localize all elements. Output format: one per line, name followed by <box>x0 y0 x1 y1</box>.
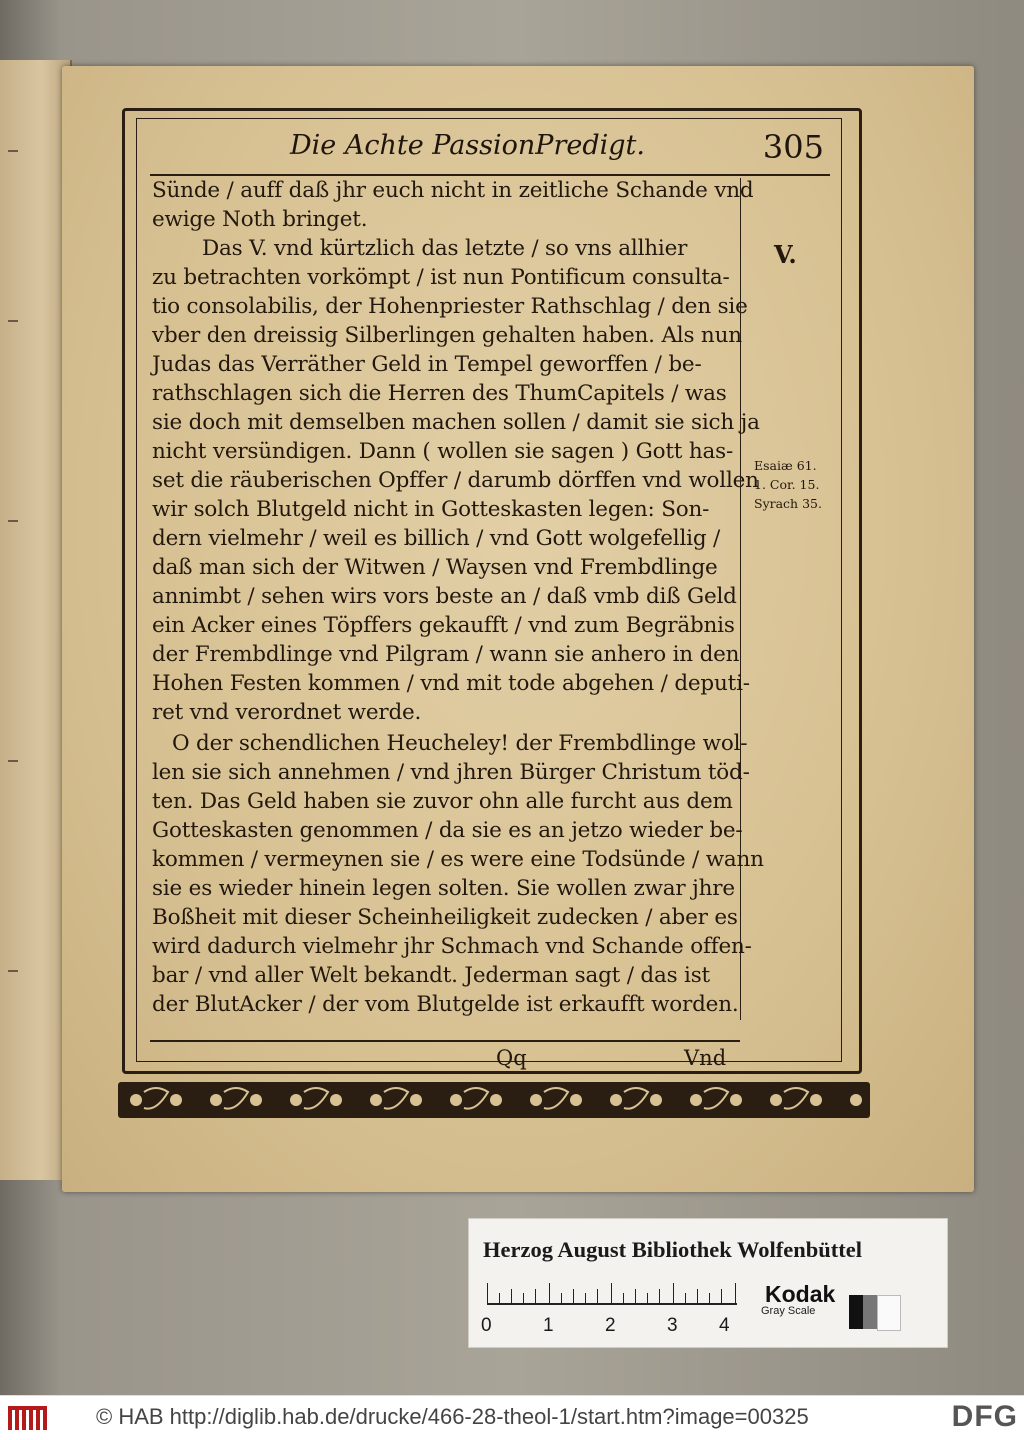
ruler-tick <box>635 1289 636 1303</box>
marginal-reference: Syrach 35. <box>754 496 822 511</box>
ruler-tick <box>561 1293 562 1303</box>
library-color-card <box>468 1218 948 1348</box>
text-line: ewige Noth bringet. <box>152 207 368 232</box>
ruler-tick <box>611 1283 612 1303</box>
ruler-number: 4 <box>719 1315 730 1336</box>
ornamental-border-band <box>118 1082 870 1118</box>
text-line: zu betrachten vorkömpt / ist nun Pontificum consulta- <box>152 265 730 290</box>
text-line: der BlutAcker / der vom Blutgelde ist erkaufft worden. <box>152 992 739 1017</box>
text-line: Das V. vnd kürtzlich das letzte / so vns allhier <box>202 236 688 261</box>
marginal-references <box>754 456 822 513</box>
page-number: 305 <box>762 128 824 166</box>
ruler-tick <box>573 1289 574 1303</box>
ruler-number: 1 <box>543 1315 554 1336</box>
signature-mark: Qq <box>496 1046 527 1070</box>
text-line: bar / vnd aller Welt bekandt. Jederman sagt / das ist <box>152 963 710 988</box>
ruler-tick <box>673 1283 674 1303</box>
text-line: O der schendlichen Heucheley! der Frembdlinge wol- <box>172 731 748 756</box>
ruler-tick <box>697 1289 698 1303</box>
viewer-footer <box>0 1395 1024 1440</box>
text-line: daß man sich der Witwen / Waysen vnd Frembdlinge <box>152 555 718 580</box>
edge-mark <box>8 970 18 972</box>
ruler-tick <box>709 1293 710 1303</box>
main-text-block <box>148 178 764 1020</box>
ruler-tick <box>487 1283 488 1303</box>
text-line: der Frembdlinge vnd Pilgram / wann sie anhero in den <box>152 642 740 667</box>
text-line: kommen / vermeynen sie / es were eine Todsünde / wann <box>152 847 764 872</box>
kodak-brand: Kodak <box>765 1281 836 1307</box>
ruler-number: 3 <box>667 1315 678 1336</box>
text-line: ein Acker eines Töpffers gekaufft / vnd zum Begräbnis <box>152 613 735 638</box>
text-line: ten. Das Geld haben sie zuvor ohn alle furcht aus dem <box>152 789 733 814</box>
ruler-tick <box>597 1289 598 1303</box>
ruler-tick <box>721 1289 722 1303</box>
text-line: Gotteskasten genommen / da sie es an jetzo wieder be- <box>152 818 743 843</box>
text-line: rathschlagen sich die Herren des ThumCapitels / was <box>152 381 727 406</box>
text-line: tio consolabilis, der Hohenpriester Rathschlag / den sie <box>152 294 748 319</box>
edge-mark <box>8 150 18 152</box>
copyright-url-link[interactable]: © HAB http://diglib.hab.de/drucke/466-28-theol-1/start.htm?image=00325 <box>96 1404 809 1429</box>
text-line: sie es wieder hinein legen solten. Sie wollen zwar jhre <box>152 876 735 901</box>
section-numeral: V. <box>774 240 797 269</box>
ruler-tick <box>685 1293 686 1303</box>
footer-rule <box>150 1040 740 1042</box>
ruler-number: 0 <box>481 1315 492 1336</box>
ruler-tick <box>585 1293 586 1303</box>
text-line: annimbt / sehen wirs vors beste an / daß vmb diß Geld <box>152 584 737 609</box>
gray-swatch-black <box>849 1295 863 1329</box>
text-line: wir solch Blutgeld nicht in Gotteskasten legen: Son- <box>152 497 710 522</box>
text-line: Boßheit mit dieser Scheinheiligkeit zudecken / aber es <box>152 905 738 930</box>
ruler-tick <box>647 1293 648 1303</box>
running-head <box>150 128 830 176</box>
ruler-tick <box>499 1293 500 1303</box>
text-line: sie doch mit demselben machen sollen / damit sie sich ja <box>152 410 760 435</box>
ruler-tick <box>511 1289 512 1303</box>
text-line: nicht versündigen. Dann ( wollen sie sagen ) Gott has- <box>152 439 734 464</box>
text-line: wird dadurch vielmehr jhr Schmach vnd Schande offen- <box>152 934 752 959</box>
text-line: Sünde / auff daß jhr euch nicht in zeitliche Schande vnd <box>152 178 754 203</box>
gray-scale-label: Gray Scale <box>761 1305 816 1317</box>
ruler-tick <box>535 1289 536 1303</box>
running-head-title: Die Achte PassionPredigt. <box>290 130 645 161</box>
marginal-reference: 1. Cor. 15. <box>754 477 820 492</box>
ruler-tick <box>659 1289 660 1303</box>
gray-swatch-mid <box>863 1295 877 1329</box>
text-line: Judas das Verräther Geld in Tempel geworffen / be- <box>152 352 702 377</box>
ruler-number: 2 <box>605 1315 616 1336</box>
dfg-logo: DFG <box>951 1400 1018 1433</box>
library-name: Herzog August Bibliothek Wolfenbüttel <box>483 1237 862 1262</box>
ruler-tick <box>623 1293 624 1303</box>
text-line: Hohen Festen kommen / vnd mit tode abgehen / deputi- <box>152 671 750 696</box>
text-line: dern vielmehr / weil es billich / vnd Gott wolgefellig / <box>152 526 721 551</box>
catchword: Vnd <box>684 1046 727 1070</box>
text-line: vber den dreissig Silberlingen gehalten haben. Als nun <box>152 323 742 348</box>
ruler-tick <box>523 1293 524 1303</box>
edge-mark <box>8 760 18 762</box>
text-line: len sie sich annehmen / vnd jhren Bürger Christum töd- <box>152 760 750 785</box>
marginal-reference: Esaiæ 61. <box>754 458 817 473</box>
edge-mark <box>8 520 18 522</box>
ruler-tick <box>735 1283 736 1303</box>
scale-ruler <box>487 1303 737 1305</box>
gray-swatch-white <box>877 1295 901 1331</box>
text-line: ret vnd verordnet werde. <box>152 700 422 725</box>
ruler-tick <box>549 1283 550 1303</box>
hab-logo-icon <box>6 1402 86 1434</box>
edge-mark <box>8 320 18 322</box>
text-line: set die räuberischen Opffer / darumb dörffen vnd wollen <box>152 468 759 493</box>
